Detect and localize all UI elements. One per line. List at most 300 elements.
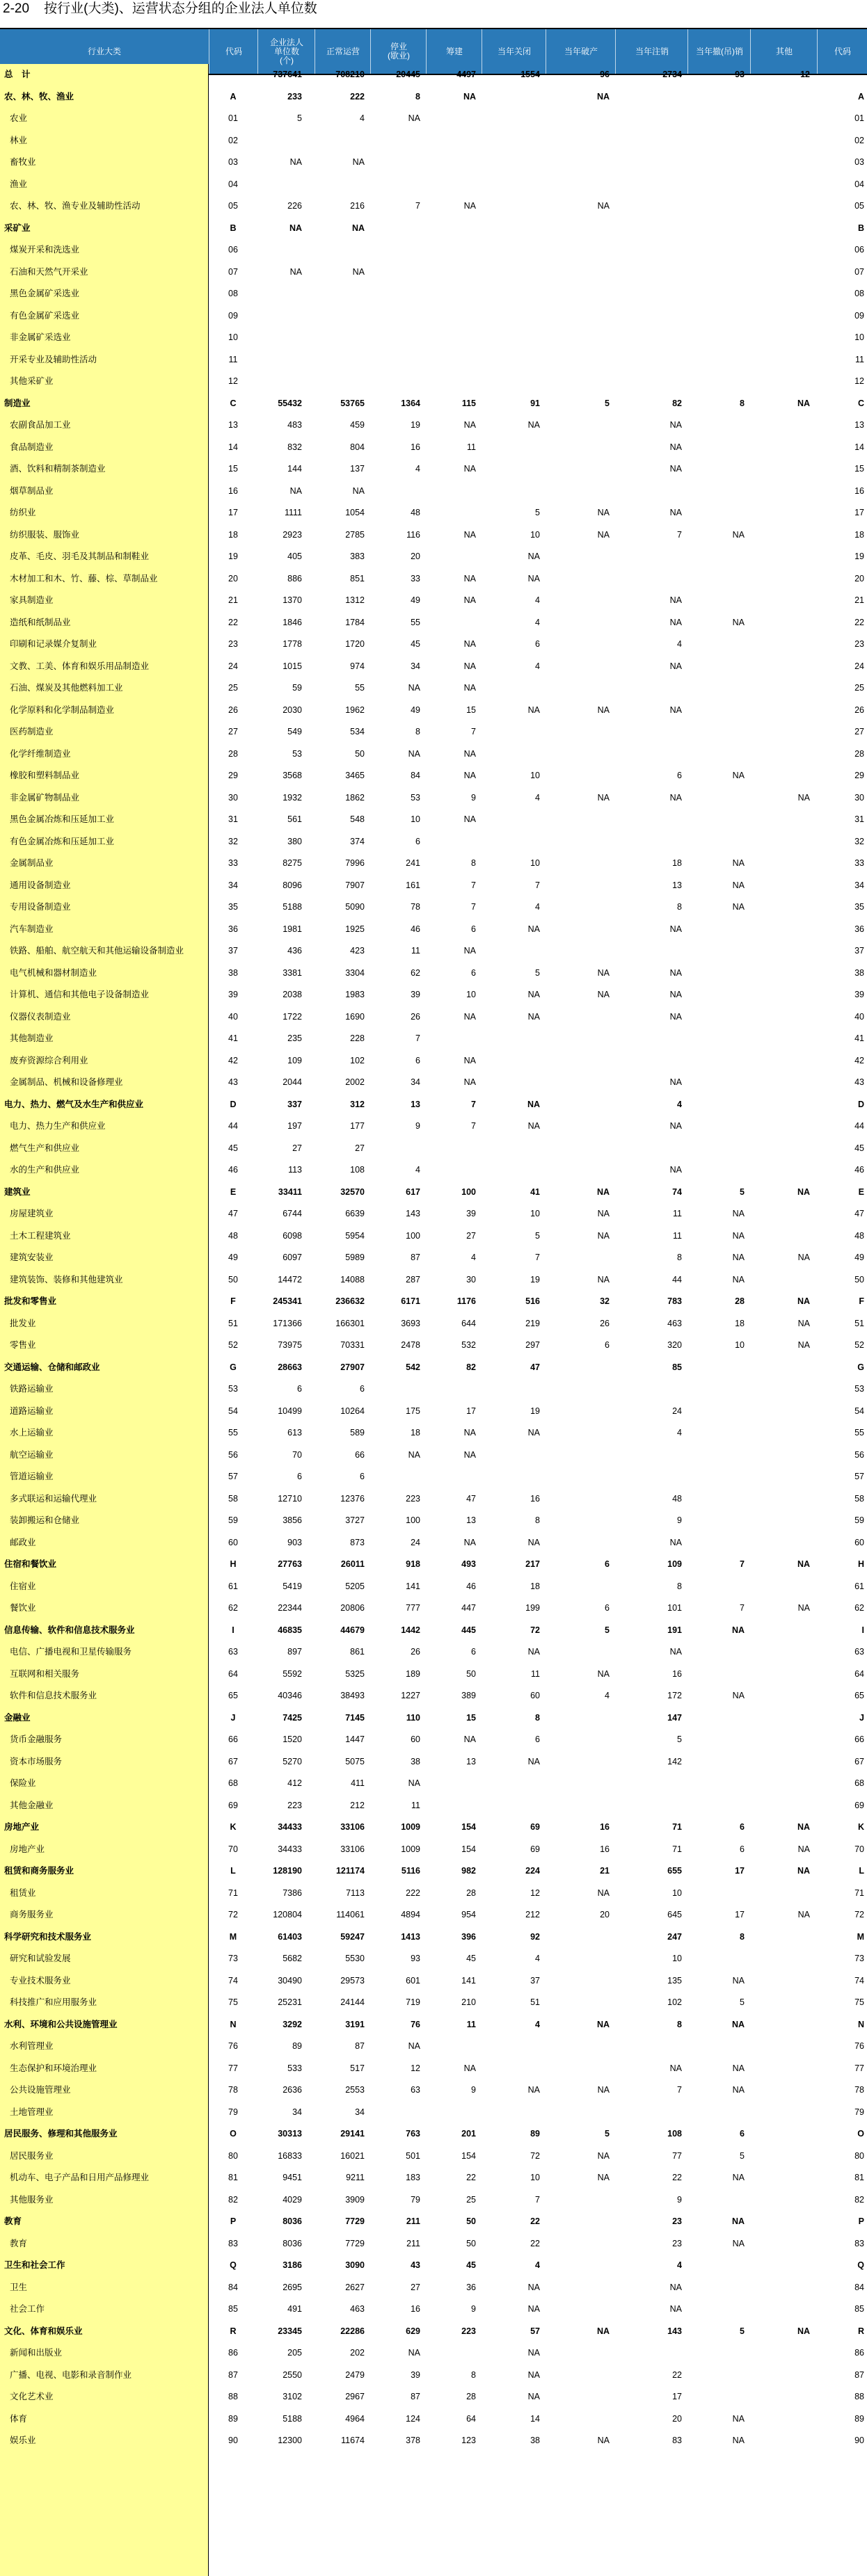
industry-code-right: 36 (854, 924, 864, 934)
cell-value: NA (669, 1165, 682, 1175)
industry-code-right: 86 (854, 2348, 864, 2358)
cell-value: 3191 (345, 2019, 365, 2029)
cell-value: NA (527, 1756, 540, 1766)
cell-value (682, 1006, 745, 1029)
cell-value: 6639 (345, 1209, 365, 1218)
table-row (0, 546, 867, 568)
cell-value: 6 (535, 1734, 540, 1744)
cell-value: 100 (406, 1515, 420, 1525)
cell-value: 219 (525, 1318, 540, 1328)
cell-value: 12 (411, 2063, 420, 2073)
cell-value: 89 (292, 2041, 302, 2051)
cell-value: 463 (350, 2304, 365, 2314)
cell-value (682, 283, 745, 305)
cell-value (682, 963, 745, 985)
cell-value: NA (731, 2019, 745, 2029)
cell-value: NA (463, 595, 476, 605)
cell-value: 28663 (278, 1362, 302, 1372)
industry-code: 56 (228, 1449, 238, 1460)
cell-value: 783 (667, 1296, 682, 1306)
cell-value (682, 152, 745, 174)
industry-code: 05 (228, 201, 238, 211)
cell-value (610, 239, 682, 261)
industry-code: 77 (228, 2063, 238, 2073)
cell-value: NA (289, 485, 302, 496)
cell-value (420, 1028, 476, 1050)
cell-value (682, 1729, 745, 1751)
industry-code: 82 (228, 2194, 238, 2205)
cell-value (745, 2079, 810, 2102)
industry-code: 29 (228, 771, 238, 780)
industry-code-right: 04 (854, 179, 864, 189)
cell-value (682, 261, 745, 284)
cell-value: 3727 (345, 1515, 365, 1525)
table-row (0, 261, 867, 284)
cell-value (682, 919, 745, 941)
industry-name: 机动车、电子产品和日用产品修理业 (10, 2173, 150, 2182)
cell-value (745, 963, 810, 985)
industry-code: 83 (228, 2238, 238, 2248)
industry-code-right: 61 (854, 1581, 864, 1591)
cell-value: 101 (667, 1603, 682, 1613)
cell-value (745, 700, 810, 722)
cell-value (476, 261, 540, 284)
cell-value: 17 (466, 1406, 476, 1416)
cell-value: NA (289, 266, 302, 277)
industry-code: 51 (228, 1318, 238, 1328)
table-row (0, 1466, 867, 1488)
cell-value (302, 174, 365, 196)
cell-value: 20 (672, 2413, 682, 2424)
cell-value: 44679 (340, 1625, 365, 1635)
industry-name: 电信、广播电视和卫星传输服务 (10, 1647, 132, 1657)
industry-name: 软件和信息技术服务业 (10, 1691, 97, 1700)
cell-value (745, 1992, 810, 2014)
industry-code: 37 (228, 946, 238, 956)
cell-value: 617 (406, 1186, 420, 1197)
cell-value (745, 305, 810, 328)
industry-code: 63 (228, 1647, 238, 1657)
industry-code-right: 73 (854, 1954, 864, 1963)
industry-code: 88 (228, 2392, 238, 2401)
industry-name: 互联网和相关服务 (10, 1668, 80, 1679)
cell-value: 6 (415, 1055, 420, 1065)
cell-value: 13 (411, 1099, 420, 1109)
cell-value: NA (669, 1077, 682, 1087)
cell-value (540, 2386, 610, 2408)
section-row (0, 393, 867, 415)
cell-value (540, 612, 610, 634)
cell-value (420, 481, 476, 503)
cell-value: NA (597, 990, 610, 999)
cell-value: 60 (530, 1691, 540, 1700)
cell-value (476, 2102, 540, 2124)
cell-value: 11 (467, 442, 476, 452)
cell-value: 27 (355, 1143, 365, 1153)
cell-value: NA (669, 617, 682, 627)
table-row (0, 524, 867, 547)
cell-value: 5 (605, 398, 610, 408)
cell-value (420, 612, 476, 634)
cell-value: 6 (360, 1472, 365, 1481)
cell-value (540, 1926, 610, 1949)
cell-value: 7 (471, 1099, 476, 1109)
cell-value (420, 261, 476, 284)
cell-value: 50 (466, 2238, 476, 2248)
cell-value (540, 831, 610, 853)
cell-value: NA (797, 1296, 810, 1306)
table-row (0, 787, 867, 810)
cell-value (476, 2036, 540, 2058)
cell-value: 589 (350, 1428, 365, 1438)
cell-value: 16833 (278, 2150, 302, 2161)
cell-value: 645 (667, 1910, 682, 1919)
industry-code-right: 66 (854, 1734, 864, 1744)
cell-value: 374 (350, 836, 365, 846)
section-row (0, 2123, 867, 2146)
cell-value: NA (289, 157, 302, 167)
cell-value: 1227 (401, 1691, 420, 1700)
cell-value: 24144 (340, 1997, 365, 2007)
cell-value: 423 (350, 946, 365, 956)
section-row (0, 1554, 867, 1576)
cell-value: 33106 (340, 1844, 365, 1854)
table-row (0, 721, 867, 743)
cell-value: NA (527, 2304, 540, 2314)
industry-name: 医药制造业 (10, 727, 54, 736)
table-row (0, 1773, 867, 1795)
cell-value: 7 (471, 880, 476, 890)
header-code-right: 代码 (817, 29, 867, 74)
industry-code-right: 11 (855, 354, 864, 364)
cell-value: NA (408, 2348, 420, 2358)
cell-value: 6 (471, 924, 476, 934)
cell-value (745, 2342, 810, 2365)
cell-value (610, 1444, 682, 1467)
table-row (0, 1685, 867, 1707)
cell-value: 5 (535, 967, 540, 978)
cell-value: 10 (466, 990, 476, 999)
cell-value: 6 (740, 1822, 745, 1832)
cell-value: 629 (406, 2326, 420, 2336)
cell-value: 2636 (283, 2085, 302, 2095)
table-row (0, 1664, 867, 1686)
cell-value: 10 (672, 1887, 682, 1898)
industry-code-right: 51 (854, 1318, 864, 1328)
cell-value (540, 1028, 610, 1050)
industry-name: 建筑业 (4, 1186, 31, 1197)
cell-value (420, 218, 476, 240)
cell-value: 23 (672, 2238, 682, 2248)
cell-value: 34 (411, 661, 420, 671)
cell-value (682, 1948, 745, 1970)
cell-value: NA (597, 705, 610, 715)
cell-value (540, 1050, 610, 1072)
table-row (0, 1904, 867, 1926)
industry-code: 12 (228, 376, 238, 386)
cell-value: 4 (415, 1165, 420, 1175)
industry-name: 农、林、牧、渔业 (4, 91, 74, 102)
industry-code-right: 38 (854, 967, 864, 978)
industry-code: 15 (228, 464, 238, 474)
cell-value: 9 (415, 1121, 420, 1131)
cell-value (476, 130, 540, 152)
table-row (0, 327, 867, 349)
cell-value (540, 239, 610, 261)
cell-value (476, 1138, 540, 1160)
cell-value: 17 (735, 1910, 745, 1919)
cell-value (540, 1795, 610, 1817)
cell-value: 61403 (278, 1931, 302, 1942)
cell-value (745, 1970, 810, 1993)
cell-value: 50 (466, 1668, 476, 1679)
table-row (0, 1401, 867, 1423)
cell-value (682, 86, 745, 108)
cell-value: 2553 (345, 2085, 365, 2095)
industry-code: K (230, 1822, 237, 1832)
cell-value: 10 (735, 1340, 745, 1350)
industry-code: 47 (228, 1209, 238, 1218)
industry-name: 电力、热力、燃气及水生产和供应业 (4, 1099, 144, 1109)
cell-value: NA (732, 2413, 745, 2424)
cell-value (745, 1225, 810, 1248)
cell-value: 241 (406, 858, 420, 868)
cell-value (682, 130, 745, 152)
cell-value (540, 283, 610, 305)
cell-value: 6 (740, 2129, 745, 2139)
cell-value: 46835 (278, 1625, 302, 1635)
industry-name: 文化、体育和娱乐业 (4, 2326, 83, 2336)
cell-value: 11 (673, 1209, 682, 1218)
cell-value (476, 239, 540, 261)
cell-value (365, 327, 420, 349)
cell-value: 5 (740, 2326, 745, 2336)
cell-value (682, 1072, 745, 1094)
industry-code: 64 (228, 1668, 238, 1679)
cell-value (420, 239, 476, 261)
cell-value: 55 (411, 617, 420, 627)
cell-value (745, 1116, 810, 1138)
cell-value: 1720 (345, 639, 365, 649)
cell-value: NA (732, 880, 745, 890)
cell-value: 236632 (335, 1296, 365, 1306)
industry-name: 有色金属冶炼和压延加工业 (10, 836, 115, 846)
cell-value (302, 239, 365, 261)
cell-value (682, 677, 745, 700)
cell-value (365, 152, 420, 174)
industry-name: 土木工程建筑业 (10, 1230, 71, 1241)
cell-value: 171366 (273, 1318, 302, 1328)
table-row (0, 568, 867, 590)
industry-name: 烟草制品业 (10, 485, 54, 496)
industry-code-right: 64 (854, 1668, 864, 1679)
industry-name: 林业 (10, 135, 28, 145)
cell-value: 82 (672, 398, 682, 408)
cell-value: 4029 (283, 2194, 302, 2205)
cell-value (610, 1028, 682, 1050)
cell-value: 27 (466, 1230, 476, 1241)
cell-value (745, 831, 810, 853)
table-row (0, 152, 867, 174)
industry-code-right: 01 (854, 113, 864, 123)
cell-value: 19 (411, 420, 420, 430)
cell-value: 87 (355, 2041, 365, 2051)
cell-value: 4 (677, 1428, 682, 1438)
cell-value: NA (669, 2304, 682, 2314)
industry-code-right (846, 64, 864, 86)
industry-name: 化学原料和化学制品制造业 (10, 705, 115, 715)
industry-name: 农副食品加工业 (10, 420, 71, 430)
cell-value: 19 (530, 1274, 540, 1285)
cell-value: 82 (466, 1362, 476, 1372)
cell-value (682, 108, 745, 130)
cell-value: 8 (740, 1931, 745, 1942)
cell-value: 5 (740, 2150, 745, 2161)
cell-value: 144 (287, 464, 302, 474)
cell-value: 72 (530, 1625, 540, 1635)
cell-value: 71 (672, 1822, 682, 1832)
industry-name: 生态保护和环境治理业 (10, 2063, 97, 2073)
cell-value (745, 1729, 810, 1751)
industry-name: 采矿业 (4, 223, 31, 233)
cell-value: 71 (672, 1844, 682, 1854)
cell-value (745, 1685, 810, 1707)
industry-name: 黑色金属冶炼和压延加工业 (10, 814, 115, 824)
cell-value: NA (527, 2282, 540, 2292)
cell-value (365, 1466, 420, 1488)
industry-code-right: 14 (854, 442, 864, 452)
cell-value (682, 1510, 745, 1532)
cell-value (540, 349, 610, 371)
header-revoked: 当年撤(吊)销 (687, 29, 751, 74)
cell-value (540, 305, 610, 328)
cell-value: 25 (466, 2194, 476, 2205)
cell-value: 114061 (336, 1910, 365, 1919)
industry-code-right: 17 (854, 508, 864, 517)
cell-value: 561 (287, 814, 302, 824)
cell-value (610, 721, 682, 743)
table-row (0, 283, 867, 305)
cell-value: 47 (466, 1493, 476, 1504)
cell-value (745, 546, 810, 568)
cell-value: 1554 (520, 70, 540, 79)
cell-value: 16 (672, 1668, 682, 1679)
industry-code: 65 (228, 1691, 238, 1700)
cell-value (745, 2211, 810, 2233)
table-row (0, 502, 867, 524)
industry-code (209, 64, 257, 86)
industry-code: 39 (228, 990, 238, 999)
industry-code-right: O (857, 2129, 864, 2139)
cell-value: 22 (530, 2216, 540, 2226)
cell-value: 7729 (345, 2216, 365, 2226)
industry-code: 09 (228, 310, 238, 321)
cell-value: NA (797, 1866, 810, 1876)
cell-value: NA (732, 529, 745, 540)
cell-value (610, 261, 682, 284)
table-row (0, 108, 867, 130)
cell-value: NA (732, 617, 745, 627)
cell-value (745, 502, 810, 524)
cell-value: 2627 (345, 2282, 365, 2292)
cell-value (257, 371, 302, 393)
cell-value: 4 (535, 595, 540, 605)
industry-code-right: 79 (854, 2107, 864, 2117)
industry-code: 31 (228, 814, 238, 824)
cell-value: NA (408, 1449, 420, 1460)
cell-value (540, 1970, 610, 1993)
cell-value (540, 1159, 610, 1182)
industry-code: 21 (228, 595, 238, 605)
industry-code: 35 (228, 902, 238, 912)
industry-name: 水的生产和供应业 (10, 1165, 80, 1175)
cell-value (745, 1773, 810, 1795)
cell-value: 197 (287, 1121, 302, 1131)
cell-value: 79 (411, 2194, 420, 2205)
cell-value (476, 809, 540, 831)
cell-value (476, 305, 540, 328)
industry-code: 90 (228, 2436, 238, 2445)
cell-value: 10 (530, 2173, 540, 2182)
cell-value (540, 174, 610, 196)
table-row (0, 765, 867, 787)
cell-value: 1176 (456, 1296, 476, 1306)
cell-value (540, 1378, 610, 1401)
cell-value: 517 (350, 2063, 365, 2073)
industry-name: 科学研究和技术服务业 (4, 1931, 92, 1942)
cell-value: 16 (411, 442, 420, 452)
cell-value (540, 218, 610, 240)
industry-code: 38 (228, 967, 238, 978)
cell-value (682, 1466, 745, 1488)
header-total: 企业法人 单位数 (个) (257, 29, 315, 74)
table-row (0, 590, 867, 612)
cell-value: 886 (287, 573, 302, 583)
cell-value (745, 152, 810, 174)
cell-value: NA (797, 1253, 810, 1262)
cell-value: 3304 (345, 967, 365, 978)
cell-value: 12300 (278, 2436, 302, 2445)
cell-value: 177 (350, 1121, 365, 1131)
cell-value (365, 218, 420, 240)
cell-value: 6097 (283, 1253, 302, 1262)
industry-code: 57 (228, 1472, 238, 1481)
cell-value (610, 743, 682, 766)
cell-value: 87 (411, 1253, 420, 1262)
cell-value: NA (797, 792, 810, 803)
cell-value (745, 414, 810, 437)
industry-name: 建筑安装业 (10, 1253, 54, 1262)
cell-value (540, 1992, 610, 2014)
cell-value (682, 1138, 745, 1160)
cell-value: NA (463, 420, 476, 430)
cell-value (682, 1883, 745, 1905)
cell-value: 1054 (345, 508, 365, 517)
industry-code: 34 (228, 880, 238, 890)
cell-value: NA (597, 1887, 610, 1898)
industry-name: 农、林、牧、渔专业及辅助性活动 (10, 201, 141, 211)
cell-value (745, 2408, 810, 2431)
cell-value (682, 940, 745, 963)
cell-value: 142 (667, 1756, 682, 1766)
industry-code: L (230, 1866, 236, 1876)
industry-code: 81 (228, 2173, 238, 2182)
cell-value (682, 1641, 745, 1664)
cell-value (540, 130, 610, 152)
cell-value: 154 (461, 1822, 476, 1832)
cell-value (610, 1050, 682, 1072)
cell-value: 6744 (283, 1209, 302, 1218)
